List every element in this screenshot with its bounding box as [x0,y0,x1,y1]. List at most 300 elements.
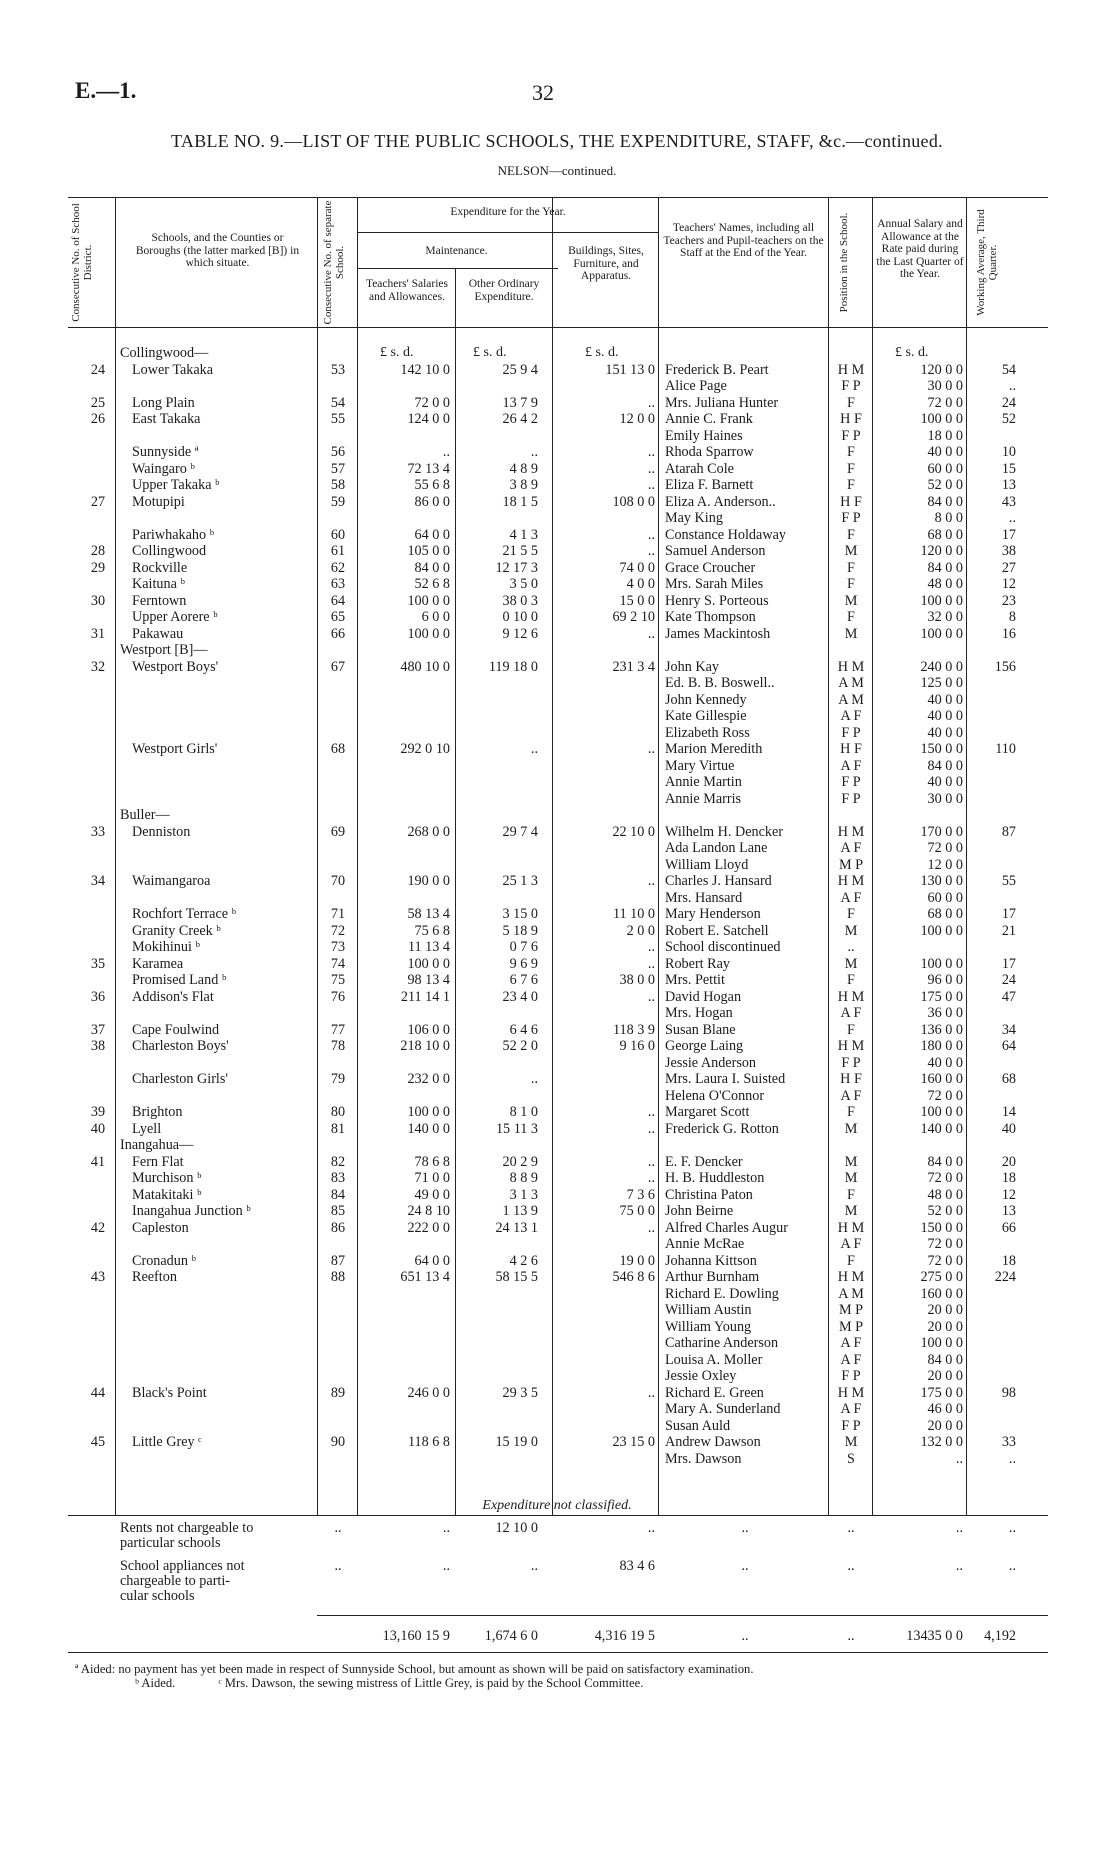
teacher-position: H F [840,493,862,510]
school-name: Inangahua Junction ᵇ [132,1203,251,1219]
annual-salary: 140 0 0 [920,1120,963,1137]
header-bottom-rule [68,327,1048,328]
teacher-name: John Kay [665,658,719,675]
header-teachers-salaries: Teachers' Salaries and Allowances. [365,278,449,303]
teacher-position: A F [840,708,862,724]
teacher-position: F [847,576,855,592]
working-average: .. [1008,1520,1016,1536]
working-average: 12 [1001,576,1016,592]
teachers-salaries: .. [442,1520,450,1536]
table-row [0,543,1114,560]
buildings-expenditure: .. [647,625,655,642]
school-name: Waingaro ᵇ [132,460,195,477]
annual-salary: 120 0 0 [920,361,963,378]
teachers-salaries: 480 10 0 [400,658,450,675]
buildings-expenditure: 151 13 0 [605,361,655,378]
table-row [0,939,1114,956]
separate-school-number: 86 [330,1219,346,1236]
teacher-name: E. F. Dencker [665,1153,743,1170]
table-row [0,1451,1114,1468]
working-average: 10 [1001,444,1016,460]
teacher-position: F P [841,724,861,741]
separate-school-number: .. [334,1520,342,1536]
total-working-average: 4,192 [984,1628,1016,1644]
teacher-position: A F [840,1236,862,1252]
annual-salary: 48 0 0 [927,1186,963,1203]
teacher-name: Grace Croucher [665,559,756,576]
working-average: 8 [1008,609,1016,625]
other-expenditure: 12 10 0 [495,1520,538,1536]
other-expenditure: 6 7 6 [509,972,538,988]
teacher-name: Richard E. Green [665,1384,764,1401]
unit-teachers-salaries: £ s. d. [380,345,414,360]
teachers-salaries: 78 6 8 [414,1153,450,1170]
separate-school-number: 66 [330,625,346,642]
table-row [0,791,1114,808]
separate-school-number: 65 [330,609,346,625]
teacher-name: Robert Ray [665,955,731,972]
table-row [0,428,1114,445]
header-consecutive-no: Consecutive No. of School District. [70,203,94,322]
totals-rule [317,1615,1048,1616]
unclassified-label-line: particular schools [120,1535,221,1551]
school-name: Reefton [132,1269,177,1285]
totals-row [0,1628,1114,1645]
school-name: Rockville [132,559,188,576]
teacher-position: A F [840,1351,862,1368]
teachers-salaries: 52 6 8 [414,576,450,592]
teachers-salaries: 72 13 4 [407,460,450,477]
header-schools: Schools, and the Counties or Boroughs (the latter marked [B]) in which situate. [135,232,300,269]
buildings-expenditure: .. [647,955,655,972]
separate-school-number: 89 [330,1384,346,1401]
annual-salary: 100 0 0 [920,922,963,939]
teacher-name: School discontinued [665,939,781,955]
annual-salary: 84 0 0 [927,1351,963,1368]
teacher-name: Kate Gillespie [665,708,747,724]
teachers-salaries: 100 0 0 [407,592,450,609]
school-name: Ferntown [132,592,187,609]
working-average: 66 [1001,1219,1016,1236]
separate-school-number: 72 [330,922,346,939]
buildings-expenditure: .. [647,939,655,955]
annual-salary: 18 0 0 [927,427,963,444]
annual-salary: 20 0 0 [927,1417,963,1434]
teachers-salaries: 246 0 0 [407,1384,450,1401]
annual-salary: 170 0 0 [920,823,963,840]
separate-school-number: 77 [330,1021,346,1038]
annual-salary: 132 0 0 [920,1434,963,1450]
other-expenditure: 25 9 4 [502,361,538,378]
header-separate-school: Consecutive No. of separate School. [322,200,346,325]
annual-salary: 125 0 0 [920,675,963,691]
buildings-expenditure: .. [647,460,655,477]
teacher-position: F [847,1021,855,1038]
school-name: Matakitaki ᵇ [132,1186,202,1203]
teacher-name: Elizabeth Ross [665,724,750,741]
teachers-salaries: 292 0 10 [400,741,450,757]
teacher-name: Kate Thompson [665,609,756,625]
district-number: 26 [90,411,106,427]
table-row [0,1352,1114,1369]
buildings-expenditure: 83 4 6 [619,1558,655,1574]
working-average: 38 [1001,543,1016,559]
buildings-expenditure: 231 3 4 [612,658,655,675]
buildings-expenditure: .. [647,741,655,757]
district-number: 30 [90,592,106,609]
teacher-name: William Austin [665,1302,752,1318]
table-row [0,1302,1114,1319]
teacher-position: M [844,1120,858,1137]
teachers-salaries: .. [442,1558,450,1574]
other-expenditure: 3 5 0 [509,576,538,592]
table-row [0,1385,1114,1402]
teacher-name: John Beirne [665,1203,734,1219]
teacher-position: M [844,592,858,609]
annual-salary: 40 0 0 [927,724,963,741]
table-row [0,626,1114,643]
school-name: Brighton [132,1104,183,1120]
table-row [0,477,1114,494]
buildings-expenditure: 108 0 0 [612,493,655,510]
table-row [0,675,1114,692]
table-row [0,1104,1114,1121]
separate-school-number: 74 [330,955,346,972]
buildings-expenditure: .. [647,988,655,1005]
buildings-expenditure: 118 3 9 [612,1021,655,1038]
other-expenditure: 25 1 3 [502,873,538,889]
total-other-ordinary: 1,674 6 0 [484,1628,538,1644]
teacher-position: H F [840,1071,862,1087]
teachers-salaries: 218 10 0 [400,1038,450,1054]
teacher-name: William Lloyd [665,856,749,873]
total-teacher-placeholder: .. [741,1628,749,1644]
other-expenditure: 6 4 6 [509,1021,538,1038]
school-name: Promised Land ᵇ [132,972,227,988]
buildings-expenditure: 11 10 0 [612,906,655,922]
table-row [0,1203,1114,1220]
teacher-position: M [844,625,858,642]
district-number: 40 [90,1120,106,1137]
school-name: Little Grey ᶜ [132,1434,202,1450]
buildings-expenditure: .. [647,1104,655,1120]
buildings-expenditure: .. [647,1384,655,1401]
annual-salary: 100 0 0 [920,1104,963,1120]
teacher-position: H M [837,1038,865,1054]
teacher-name: Mrs. Sarah Miles [665,576,764,592]
table-row [0,576,1114,593]
other-expenditure: 18 1 5 [502,493,538,510]
buildings-expenditure: .. [647,1120,655,1137]
district-number: 32 [90,658,106,675]
buildings-expenditure: 4 0 0 [626,576,655,592]
district-number: 29 [90,559,106,576]
table-row [0,510,1114,527]
table-end-rule [68,1652,1048,1653]
other-expenditure: 9 6 9 [509,955,538,972]
working-average: 24 [1001,972,1016,988]
table-row [0,857,1114,874]
annual-salary: 160 0 0 [920,1071,963,1087]
teacher-name: Susan Blane [665,1021,736,1038]
unclassified-label-line: School appliances not [120,1558,245,1574]
separate-school-number: 53 [330,361,346,378]
teacher-name: Robert E. Satchell [665,922,769,939]
school-name: Upper Takaka ᵇ [132,477,220,493]
table-row [0,807,1114,824]
teacher-name: Annie Marris [665,790,742,807]
table-row [0,873,1114,890]
annual-salary: 160 0 0 [920,1285,963,1302]
teacher-position: H M [837,658,865,675]
teacher-name: Mrs. Hansard [665,889,743,906]
teacher-position: H M [837,1219,865,1236]
working-average: 27 [1001,559,1016,576]
separate-school-number: 68 [330,741,346,757]
table-body [0,345,1114,1467]
teacher-name: Louisa A. Moller [665,1351,763,1368]
teachers-salaries: .. [442,444,450,460]
table-row [0,494,1114,511]
table-row [0,1071,1114,1088]
table-row [0,824,1114,841]
school-name: Charleston Boys' [132,1038,229,1054]
teacher-name: Eliza A. Anderson.. [665,493,776,510]
other-expenditure: 8 1 0 [509,1104,538,1120]
school-name: Pakawau [132,625,184,642]
other-expenditure: .. [530,1558,538,1574]
annual-salary: 12 0 0 [927,856,963,873]
table-row [0,758,1114,775]
annual-salary: 68 0 0 [927,906,963,922]
table-row [0,659,1114,676]
district-number: 34 [90,873,106,889]
table-row [0,1286,1114,1303]
district-number: 24 [90,361,106,378]
header-top-rule [68,197,1048,198]
separate-school-number: 58 [330,477,346,493]
annual-salary: 60 0 0 [927,889,963,906]
separate-school-number: 55 [330,411,346,427]
teacher-position: H F [840,741,862,757]
table-row [0,1022,1114,1039]
district-number: 33 [90,823,106,840]
separate-school-number: 79 [330,1071,346,1087]
separate-school-number: 67 [330,658,346,675]
school-name: Karamea [132,955,184,972]
footnote-a: ª Aided: no payment has yet been made in respect of Sunnyside School, but amount as shown will be paid on satisfactory examination. [75,1662,754,1676]
teacher-position: H M [837,988,865,1005]
buildings-expenditure: .. [647,543,655,559]
other-expenditure: 23 4 0 [502,988,538,1005]
teachers-salaries: 651 13 4 [400,1269,450,1285]
teachers-salaries: 118 6 8 [407,1434,450,1450]
teacher-name: Susan Auld [665,1417,731,1434]
school-name: Collingwood— [120,345,209,361]
annual-salary: 96 0 0 [927,972,963,988]
district-number: 37 [90,1021,106,1038]
working-average: 13 [1001,477,1016,493]
teacher-position: F [847,1252,855,1269]
teacher-position: F [847,1104,855,1120]
separate-school-number: 88 [330,1269,346,1285]
working-average: 68 [1001,1071,1016,1087]
district-number: 27 [90,493,106,510]
working-average: 15 [1001,460,1016,477]
separate-school-number: 56 [330,444,346,460]
teacher-position: F P [841,774,861,790]
annual-salary: 46 0 0 [927,1401,963,1417]
teacher-position: .. [847,1558,855,1574]
annual-salary: 136 0 0 [920,1021,963,1038]
table-row [0,560,1114,577]
buildings-expenditure: 12 0 0 [619,411,655,427]
table-row [0,741,1114,758]
school-name: Lyell [132,1120,162,1137]
buildings-expenditure: .. [647,1520,655,1536]
teacher-name: William Young [665,1318,752,1335]
table-row [0,1220,1114,1237]
school-name: Denniston [132,823,191,840]
working-average: 43 [1001,493,1016,510]
teachers-salaries: 11 13 4 [407,939,450,955]
annual-salary: 72 0 0 [927,1252,963,1269]
teachers-salaries: 84 0 0 [414,559,450,576]
teacher-position: M P [838,856,864,873]
working-average: .. [1008,1558,1016,1574]
separate-school-number: 70 [330,873,346,889]
working-average: 52 [1001,411,1016,427]
buildings-expenditure: .. [647,444,655,460]
teacher-name: Constance Holdaway [665,526,786,543]
annual-salary: 240 0 0 [920,658,963,675]
maintenance-sub-rule [358,268,558,269]
school-name: Addison's Flat [132,988,214,1005]
table-row [0,989,1114,1006]
other-expenditure: 12 17 3 [495,559,538,576]
district-number: 36 [90,988,106,1005]
school-name: Pariwhakaho ᵇ [132,526,215,543]
teacher-name: George Laing [665,1038,744,1054]
header-expenditure: Expenditure for the Year. [450,206,566,218]
teachers-salaries: 55 6 8 [414,477,450,493]
other-expenditure: .. [530,444,538,460]
teachers-salaries: 98 13 4 [407,972,450,988]
buildings-expenditure: 2 0 0 [626,922,655,939]
teacher-position: A F [840,1401,862,1417]
annual-salary: 84 0 0 [927,493,963,510]
teachers-salaries: 49 0 0 [414,1186,450,1203]
buildings-expenditure: 69 2 10 [612,609,655,625]
buildings-expenditure: 9 16 0 [619,1038,655,1054]
school-name: Cape Foulwind [132,1021,220,1038]
columns-bottom-rule [68,1515,1048,1516]
teacher-position: F P [841,790,861,807]
annual-salary: 72 0 0 [927,1170,963,1186]
teacher-position: F [847,394,855,411]
separate-school-number: 62 [330,559,346,576]
other-expenditure: 0 10 0 [502,609,538,625]
annual-salary: .. [955,1520,963,1536]
annual-salary: 40 0 0 [927,1054,963,1071]
teacher-position: F [847,906,855,922]
teacher-position: M [844,1203,858,1219]
annual-salary: 72 0 0 [927,394,963,411]
teacher-position: F P [841,378,861,394]
table-row [0,840,1114,857]
district-number: 45 [90,1434,106,1450]
teachers-salaries: 268 0 0 [407,823,450,840]
unclassified-label-line: Rents not chargeable to [120,1520,254,1536]
teachers-salaries: 100 0 0 [407,955,450,972]
working-average: 12 [1001,1186,1016,1203]
buildings-expenditure: .. [647,1153,655,1170]
teachers-salaries: 72 0 0 [414,394,450,411]
other-expenditure: 4 8 9 [509,460,538,477]
unit-annual-salary: £ s. d. [895,345,929,360]
working-average: 17 [1001,906,1016,922]
other-expenditure: 21 5 5 [502,543,538,559]
header-buildings: Buildings, Sites, Furniture, and Apparatus. [568,245,644,282]
buildings-expenditure: .. [647,1219,655,1236]
total-position-placeholder: .. [847,1628,855,1644]
footnote-b: ᵇ Aided. [135,1676,176,1690]
school-name: Granity Creek ᵇ [132,922,221,939]
table-row [0,593,1114,610]
buildings-expenditure: 22 10 0 [612,823,655,840]
table-row [0,890,1114,907]
table-row [0,1418,1114,1435]
school-name: Westport Boys' [132,658,219,675]
teacher-name: Jessie Oxley [665,1368,737,1384]
teacher-position: H M [837,361,865,378]
total-buildings: 4,316 19 5 [594,1628,655,1644]
annual-salary: 30 0 0 [927,378,963,394]
school-name: Inangahua— [120,1137,194,1153]
teacher-position: A M [838,1285,864,1302]
table-row [0,527,1114,544]
table-row [0,345,1114,362]
teacher-name: Marion Meredith [665,741,763,757]
annual-salary: 100 0 0 [920,955,963,972]
table-row [0,1236,1114,1253]
teachers-salaries: 140 0 0 [407,1120,450,1137]
working-average: 17 [1001,526,1016,543]
annual-salary: .. [955,1450,963,1467]
school-name: Capleston [132,1219,189,1236]
separate-school-number: 60 [330,526,346,543]
teacher-position: F [847,1186,855,1203]
annual-salary: 48 0 0 [927,576,963,592]
separate-school-number: 82 [330,1153,346,1170]
teacher-position: A F [840,1087,862,1104]
other-expenditure: 20 2 9 [502,1153,538,1170]
working-average: 40 [1001,1120,1016,1137]
teacher-name: Rhoda Sparrow [665,444,754,460]
table-row [0,1253,1114,1270]
table-row [0,1434,1114,1451]
teacher-name: Margaret Scott [665,1104,750,1120]
table-row [0,378,1114,395]
teacher-position: M P [838,1318,864,1335]
annual-salary: 72 0 0 [927,1087,963,1104]
table-row [0,1121,1114,1138]
working-average: 224 [994,1269,1016,1285]
buildings-expenditure: .. [647,873,655,889]
working-average: .. [1008,1450,1016,1467]
teacher-name: Wilhelm H. Dencker [665,823,784,840]
teacher-name: Mrs. Hogan [665,1005,733,1021]
